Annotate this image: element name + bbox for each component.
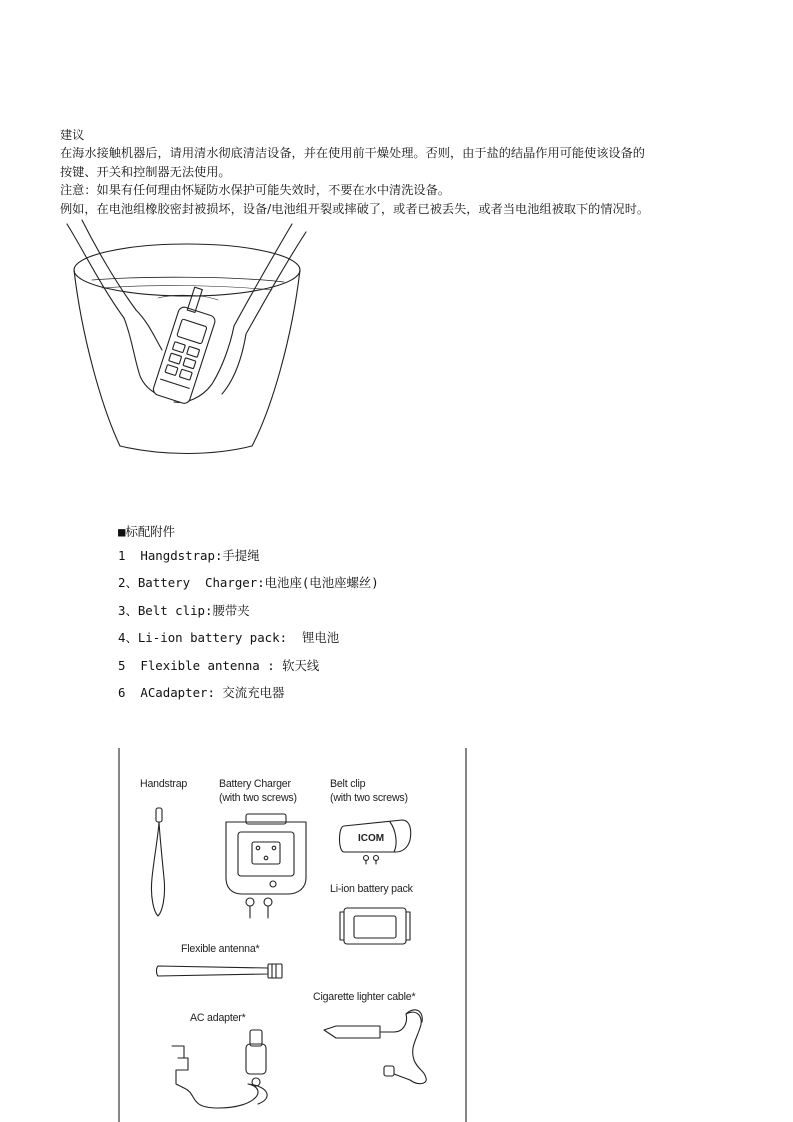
advice-line-4: 例如，在电池组橡胶密封被损坏，设备/电池组开裂或摔破了，或者已被丢失，或者当电池组被取下的情况时。 [60, 201, 650, 216]
label-charger-sub: (with two screws) [219, 792, 297, 804]
accessory-item-3: 3、Belt clip:腰带夹 [118, 602, 250, 618]
advice-line-3: 注意：如果有任何理由怀疑防水保护可能失效时，不要在水中清洗设备。 [60, 183, 450, 198]
antenna-icon [157, 964, 283, 978]
label-beltclip-sub: (with two screws) [330, 792, 408, 804]
label-cigarette: Cigarette lighter cable* [313, 991, 416, 1003]
brand-icon-text: ICOM [358, 833, 385, 844]
accessory-item-4: 4、Li-ion battery pack: 锂电池 [118, 630, 340, 646]
bucket-base [120, 446, 252, 454]
label-handstrap: Handstrap [140, 778, 188, 790]
left-arm [67, 220, 136, 318]
handstrap-icon [151, 808, 164, 916]
label-charger: Battery Charger [219, 778, 291, 790]
washing-illustration [62, 218, 312, 458]
accessory-item-6: 6 ACadapter: 交流充电器 [118, 684, 285, 700]
water-surface [92, 277, 284, 282]
ac-adapter-icon [172, 1030, 267, 1108]
advice-line-1: 在海水接触机器后，请用清水彻底清洁设备，并在使用前干燥处理。否则，由于盐的结晶作用可能使该设备的 [60, 146, 645, 161]
label-antenna: Flexible antenna* [181, 943, 260, 955]
label-battery: Li-ion battery pack [330, 883, 413, 895]
accessory-item-5: 5 Flexible antenna : 软天线 [118, 657, 320, 673]
accessories-section [118, 522, 379, 706]
advice-line-2: 按键、开关和控制器无法使用。 [60, 164, 231, 179]
radio-device [152, 285, 223, 405]
label-beltclip: Belt clip [330, 778, 366, 790]
advice-title: 建议 [60, 128, 85, 142]
battery-pack-icon [340, 908, 410, 944]
label-acadapter: AC adapter* [190, 1012, 246, 1024]
accessory-item-1: 1 Hangdstrap:手提绳 [118, 548, 260, 563]
cigarette-cable-icon [324, 1010, 426, 1084]
accessories-heading: ■标配附件 [118, 524, 176, 539]
accessories-figure [118, 748, 468, 1122]
bucket-rim [74, 244, 300, 296]
accessory-item-2: 2、Battery Charger:电池座(电池座螺丝) [118, 575, 379, 591]
advice-section [60, 126, 760, 218]
charger-icon [226, 814, 306, 918]
